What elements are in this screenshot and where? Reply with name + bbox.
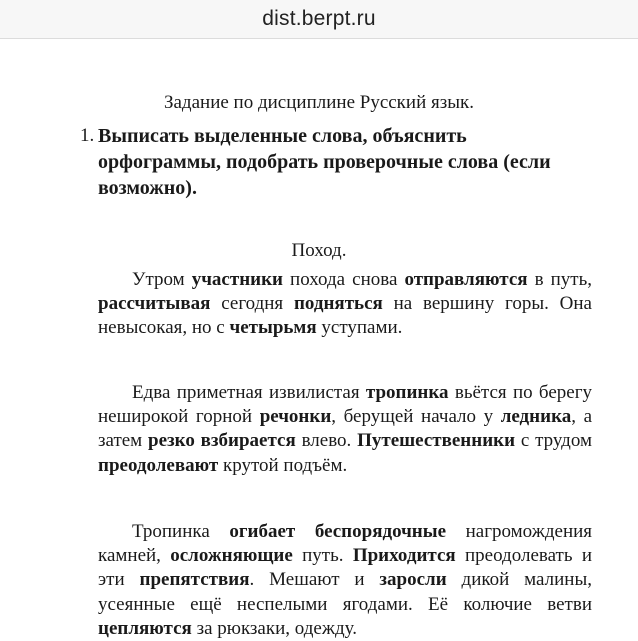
highlighted-word: Приходится (352, 545, 456, 567)
highlighted-word: тропинка (365, 382, 449, 403)
text-run: сегодня (210, 293, 294, 315)
text-run: с трудом (515, 430, 592, 452)
highlighted-word: речонки (259, 406, 332, 428)
text-run: , берущей начало у (331, 406, 501, 428)
browser-address-bar[interactable] (0, 0, 638, 39)
highlighted-word: подняться (293, 293, 383, 315)
paragraph-3 (98, 520, 592, 641)
text-run: похода снова (283, 269, 405, 290)
text-run: на вершину горы. Она невысокая, но с (98, 293, 592, 339)
highlighted-word: цепляются (98, 617, 192, 639)
highlighted-word: заросли (379, 569, 447, 591)
task-instruction: Выписать выделенные слова, объяснить орфограммы, подобрать проверочные слова (если возможно). (98, 125, 551, 199)
text-run: за рюкзаки, одежду. (191, 617, 357, 639)
highlighted-word: препятствия (139, 569, 250, 591)
text-run: Едва приметная извилистая (132, 382, 366, 403)
highlighted-word: преодолевают (98, 454, 219, 476)
url-text[interactable]: dist.berpt.ru (262, 7, 376, 30)
highlighted-word: беспорядочные (314, 521, 447, 542)
task-number: 1. (80, 125, 95, 146)
text-run: вьётся по берегу неширокой горной (98, 382, 592, 428)
highlighted-word: участники (191, 269, 283, 290)
highlighted-word: четырьмя (229, 317, 317, 339)
text-run: преодолевать и эти (98, 545, 592, 591)
paragraph-2 (98, 381, 592, 478)
text-run: Утром (132, 269, 192, 290)
text-run (295, 521, 315, 542)
story-title: Поход. (291, 240, 347, 261)
highlighted-word: Путешественники (357, 430, 516, 452)
text-run: крутой подъём. (218, 454, 348, 476)
highlighted-word: рассчитывая (98, 293, 211, 315)
text-run: нагромождения камней, (98, 521, 593, 567)
text-run: , а затем (98, 406, 593, 452)
text-run: дикой малины, усеянные ещё неспелыми ягодами. Её колючие ветви (98, 569, 592, 615)
text-run: уступами. (316, 317, 403, 339)
highlighted-word: огибает (229, 521, 296, 542)
highlighted-word: осложняющие (170, 545, 293, 567)
paragraph-1 (98, 268, 592, 341)
highlighted-word: резко взбирается (148, 430, 296, 452)
text-run: в путь, (527, 269, 593, 290)
text-run: путь. (292, 545, 353, 567)
document-heading: Задание по дисциплине Русский язык. (163, 92, 474, 113)
text-run: . Мешают и (249, 569, 380, 591)
text-run: влево. (295, 430, 358, 452)
highlighted-word: отправляются (404, 269, 528, 290)
text-run: Тропинка (132, 521, 230, 542)
highlighted-word: ледника (500, 406, 572, 428)
